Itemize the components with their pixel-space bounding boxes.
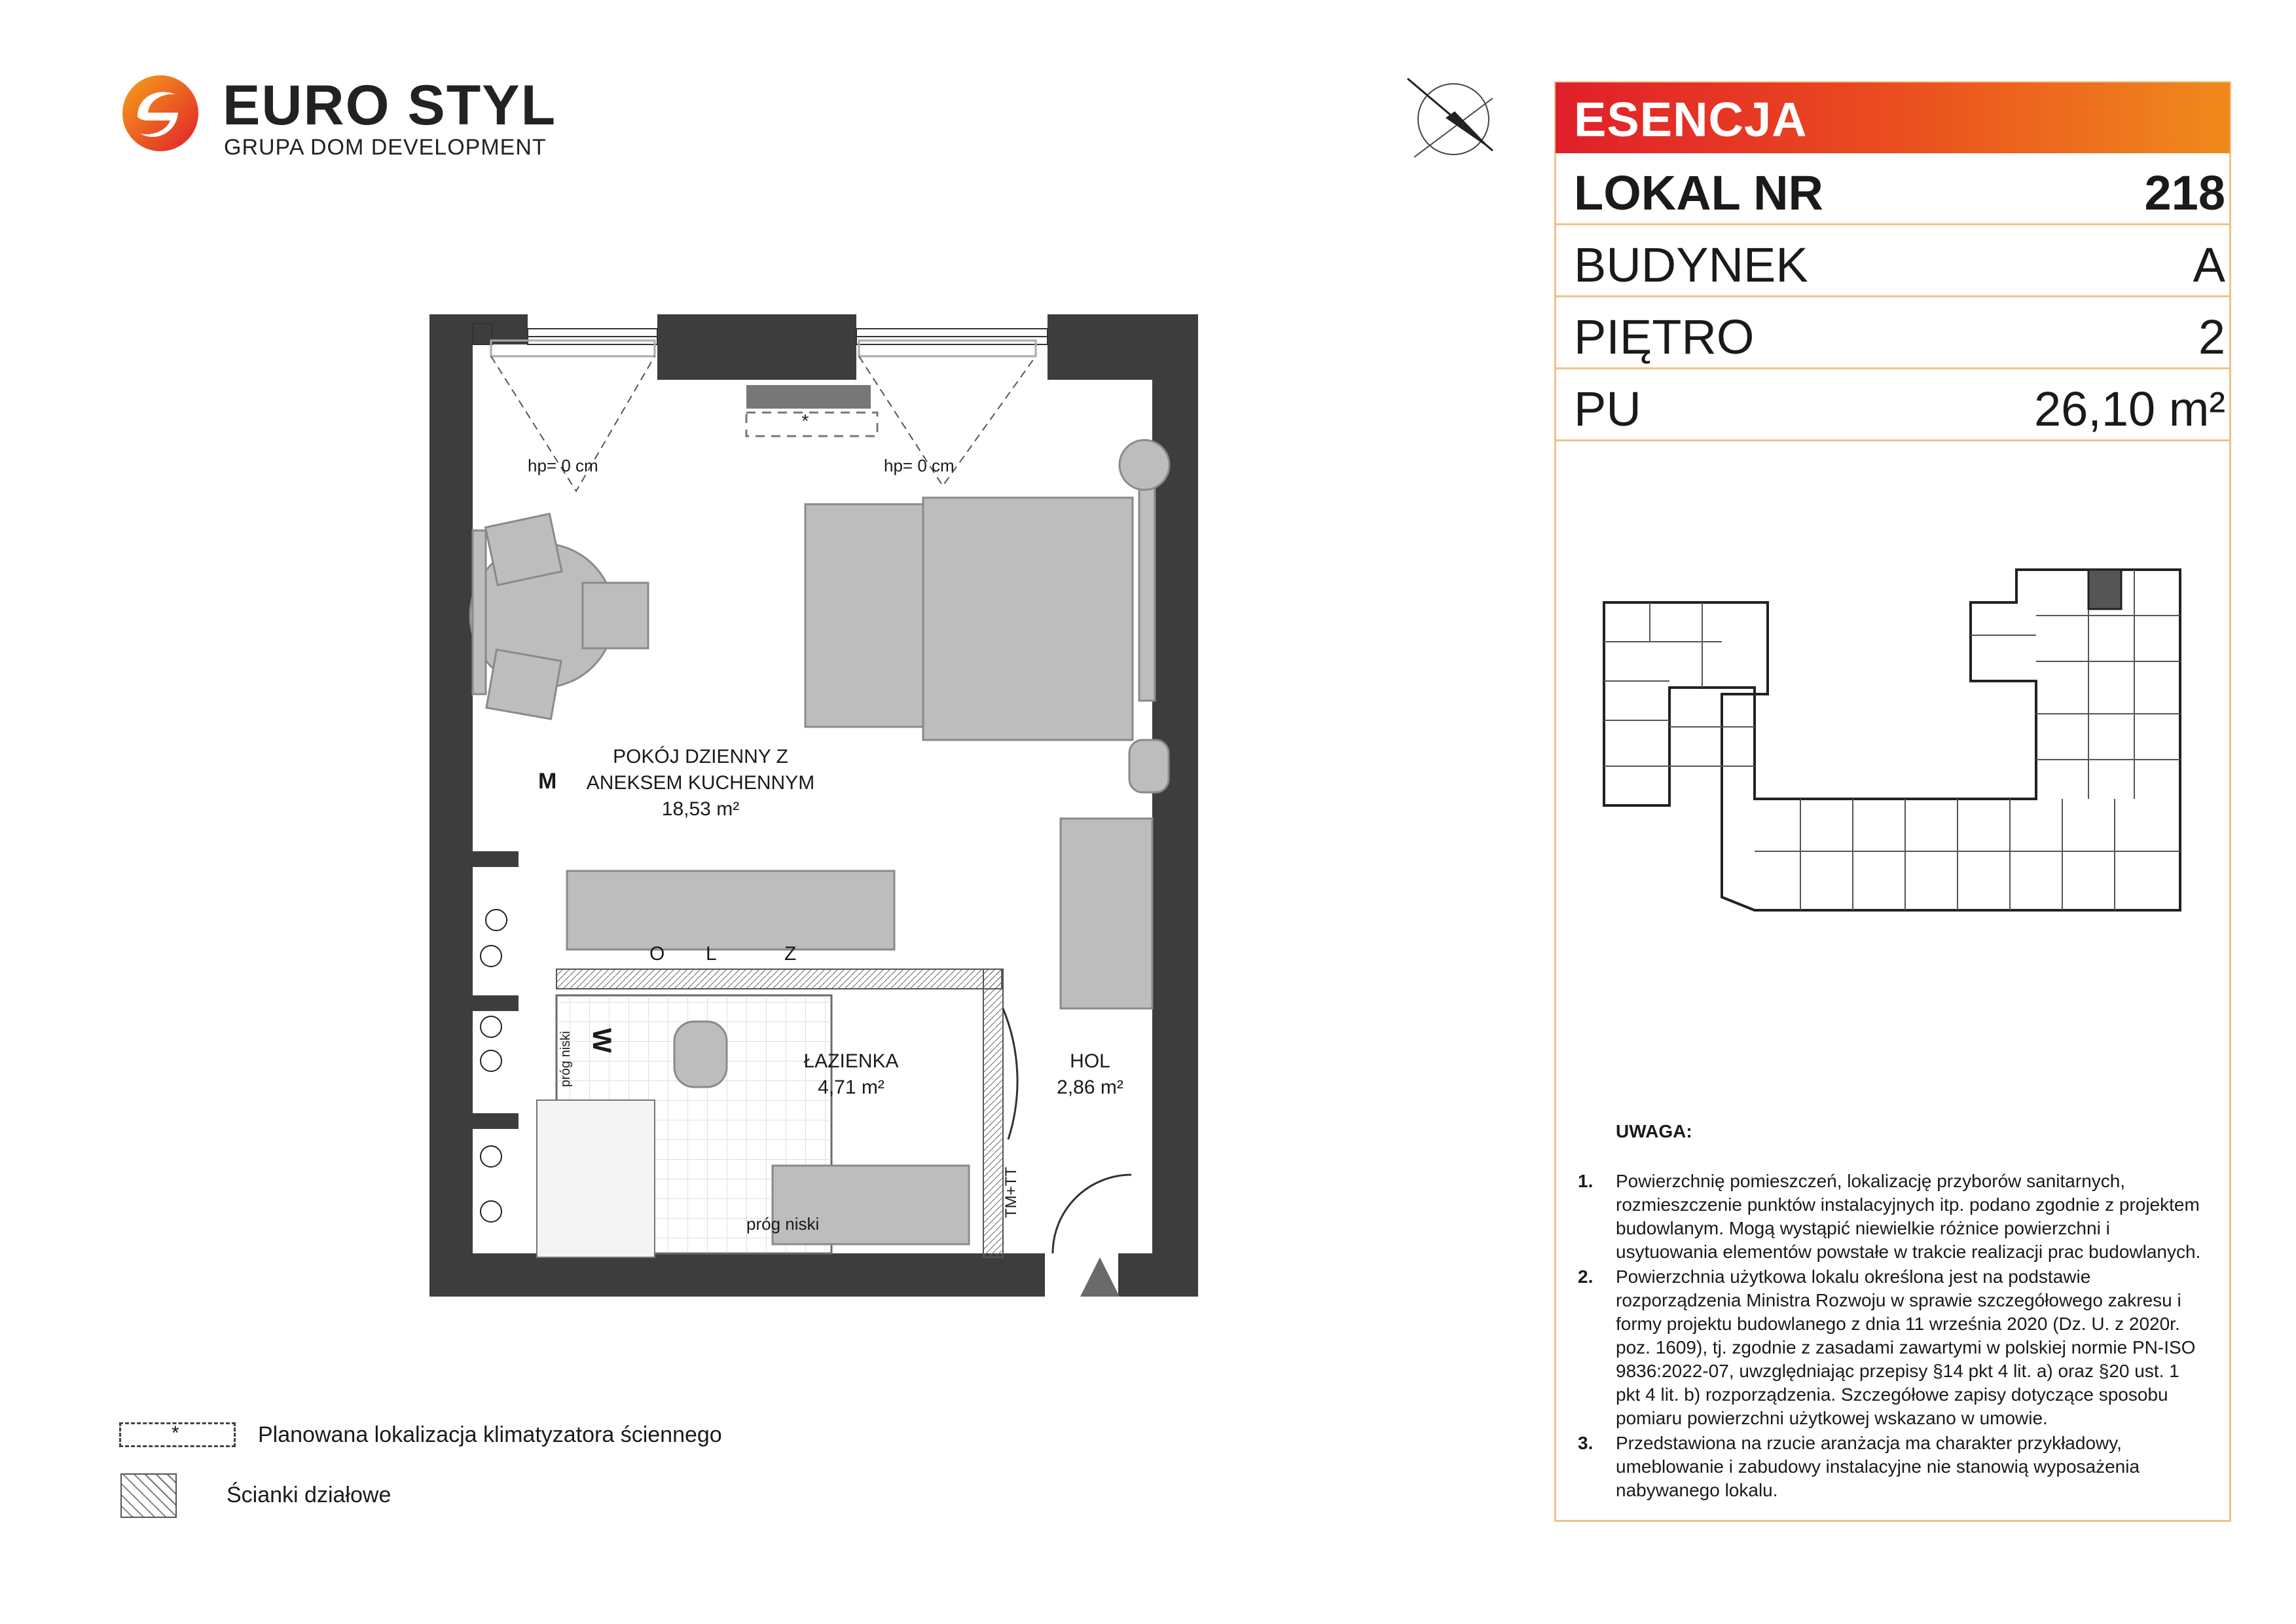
kitchen-mark-l: L xyxy=(706,943,717,965)
area-label: PU xyxy=(1574,382,1641,436)
unit-label: LOKAL NR xyxy=(1574,166,1823,220)
area-value: 26,10 m² xyxy=(2033,382,2225,436)
bed xyxy=(805,440,1169,792)
legend-ac-text: Planowana lokalizacja klimatyzatora ściennego xyxy=(258,1422,722,1447)
project-name: ESENCJA xyxy=(1574,92,1808,147)
window-left-height: hp= 0 cm xyxy=(528,456,598,475)
shower xyxy=(537,1100,655,1257)
toilet xyxy=(674,1022,727,1087)
hall-area: 2,86 m² xyxy=(1057,1077,1123,1098)
note-text: Przedstawiona na rzucie aranżacja ma charakter przykładowy, umeblowanie i zabudowy instalacyjne nie stanowią wyposażenia nabywanego lokalu. xyxy=(1616,1433,2140,1500)
note-1 xyxy=(1578,1170,2206,1264)
note-number: 1. xyxy=(1578,1171,1594,1191)
air-conditioner-unit xyxy=(746,385,871,409)
floor-value: 2 xyxy=(2198,310,2225,364)
threshold-vertical-label: próg niski xyxy=(558,1031,573,1087)
unit-value: 218 xyxy=(2144,166,2225,220)
meter-m-label: M xyxy=(538,769,557,794)
building-label: BUDYNEK xyxy=(1574,238,1808,292)
building-value: A xyxy=(2193,238,2225,292)
note-3 xyxy=(1578,1431,2206,1502)
threshold-label: próg niski xyxy=(746,1214,820,1234)
selected-unit-marker xyxy=(2088,570,2121,609)
kitchen-counter xyxy=(567,871,894,950)
legend-walls-swatch xyxy=(120,1473,177,1518)
ac-marker: * xyxy=(801,411,809,431)
note-text: Powierzchnia użytkowa lokalu określona jest na podstawie rozporządzenia Ministra Rozwoju w sprawie szczegółowego zakresu i formy projektu budowlanego z dnia 11 września 2020 (Dz. U. z 2020r. poz. 1609), tj. zgodnie z zasadami zawartymi w polskiej normie PN-ISO 9836:2022-07, uwzględniając przepisy §14 pkt 4 lit. a) oraz §20 ust. 1 pkt 4 lit. b) rozporządzenia. Szczegółowe zapisy dotyczące sposobu pomiaru powierzchni użytkowej wskazano w umowie. xyxy=(1616,1266,2196,1428)
north-compass-icon xyxy=(1394,72,1512,164)
legend-ac-marker: * xyxy=(172,1422,179,1444)
note-text: Powierzchnię pomieszczeń, lokalizację przyborów sanitarnych, rozmieszczenie punktów instalacyjnych itp. podano zgodnie z projektem budowlanym. Mogą wystąpić niewielkie różnice powierzchni i usytuowania elementów powstałe w trakcie realizacji prac budowlanych. xyxy=(1616,1171,2201,1262)
entrance-arrow-icon xyxy=(1080,1257,1120,1297)
brand-subtitle: GRUPA DOM DEVELOPMENT xyxy=(224,135,547,160)
hall-label: HOL xyxy=(1070,1050,1110,1072)
floor-plan xyxy=(393,275,1309,1323)
wardrobe xyxy=(1061,819,1152,1008)
installation-symbols xyxy=(481,910,507,1222)
notes-title: UWAGA: xyxy=(1616,1121,1692,1141)
living-room-label-2: ANEKSEM KUCHENNYM xyxy=(586,772,815,794)
tm-tt-label: TM+TT xyxy=(1002,1167,1020,1218)
living-room-label-1: POKÓJ DZIENNY Z xyxy=(613,746,788,767)
meter-w-label: W xyxy=(587,1028,616,1053)
brand-name: EURO STYL xyxy=(223,74,557,137)
living-room-area: 18,53 m² xyxy=(661,798,740,820)
euro-styl-logo xyxy=(118,71,203,156)
bathroom-area: 4,71 m² xyxy=(818,1077,884,1098)
notes-section xyxy=(1578,1120,2206,1504)
note-2 xyxy=(1578,1265,2206,1430)
note-number: 3. xyxy=(1578,1433,1594,1453)
kitchen-mark-o: O xyxy=(649,943,665,965)
legend-walls-text: Ścianki działowe xyxy=(227,1483,392,1507)
kitchen-mark-z: Z xyxy=(784,943,797,965)
dining-set xyxy=(470,514,648,719)
building-key-plan xyxy=(1591,557,2193,963)
window-right-height: hp= 0 cm xyxy=(884,456,955,475)
floor-label: PIĘTRO xyxy=(1574,310,1755,364)
bathroom-label: ŁAZIENKA xyxy=(803,1050,899,1072)
note-number: 2. xyxy=(1578,1266,1594,1287)
